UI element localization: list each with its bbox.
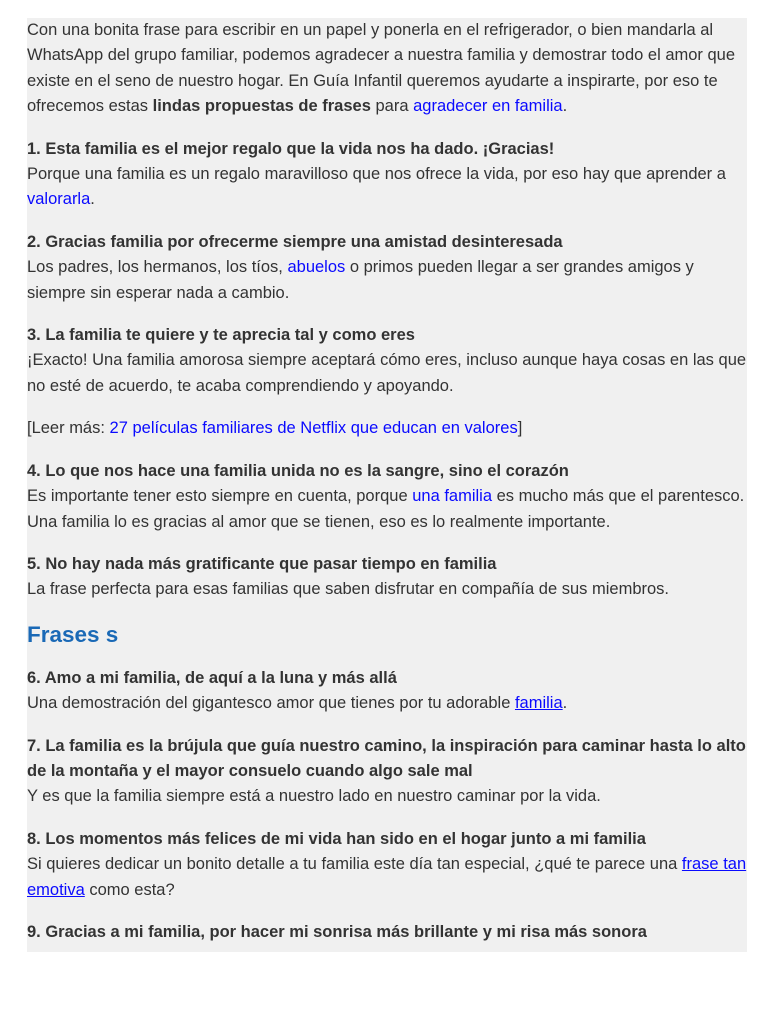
phrase-title: 2. Gracias familia por ofrecerme siempre una amistad desinteresada: [27, 232, 563, 251]
phrase-description: [27, 691, 747, 716]
phrase-title: 1. Esta familia es el mejor regalo que la vida nos ha dado. ¡Gracias!: [27, 139, 555, 158]
article-content: [27, 18, 747, 952]
phrase-item-5: [27, 552, 747, 603]
description-text: Una demostración del gigantesco amor que tienes por tu adorable: [27, 694, 515, 713]
phrase-title: 5. No hay nada más gratificante que pasar tiempo en familia: [27, 554, 497, 573]
phrase-description: [27, 162, 747, 213]
description-text: Si quieres dedicar un bonito detalle a tu familia este día tan especial, ¿qué te parece una: [27, 855, 682, 874]
read-more: [27, 416, 747, 441]
phrase-item-2: [27, 230, 747, 306]
intro-text: Con una bonita frase para escribir en un papel y ponerla en el refrigerador, o bien mandarla al WhatsApp del grupo familiar, podemos agradecer a nuestra familia y demostrar todo el amor que existe en el seno de nuestro hogar. En Guía Infantil queremos ayudarte a inspirarte, por eso te ofrecemos estas: [27, 21, 736, 116]
phrase-description: ¡Exacto! Una familia amorosa siempre aceptará cómo eres, incluso aunque haya cosas en las que no esté de acuerdo, te acaba comprendiendo y apoyando.: [27, 351, 747, 395]
phrase-title: 3. La familia te quiere y te aprecia tal y como eres: [27, 326, 415, 345]
phrase-description: Y es que la familia siempre está a nuestro lado en nuestro caminar por la vida.: [27, 787, 601, 806]
phrase-item-4: [27, 459, 747, 535]
description-text-end: o primos pueden llegar a ser grandes amigos y siempre sin esperar nada a cambio.: [27, 258, 694, 302]
phrase-item-6: [27, 666, 747, 717]
description-text-end: .: [90, 190, 95, 209]
frase-tan-emotiva-link[interactable]: frase tan emotiva: [27, 855, 747, 899]
phrase-title: 9. Gracias a mi familia, por hacer mi sonrisa más brillante y mi risa más sonora: [27, 922, 647, 941]
read-more-suffix: ]: [517, 419, 523, 438]
phrase-title: 7. La familia es la brújula que guía nuestro camino, la inspiración para caminar hasta lo alto de la montaña y el mayor consuelo cuando algo sale mal: [27, 736, 746, 780]
description-text: Porque una familia es un regalo maravilloso que nos ofrece la vida, por eso hay que aprender a: [27, 165, 726, 184]
phrase-item-7: [27, 734, 747, 810]
intro-paragraph: [27, 18, 747, 120]
phrase-item-3: [27, 323, 747, 399]
description-text: Es importante tener esto siempre en cuenta, porque: [27, 487, 413, 506]
phrase-item-1: [27, 137, 747, 213]
phrase-description: [27, 484, 747, 535]
intro-bold-text: lindas propuestas de frases: [152, 97, 371, 116]
phrase-title: 6. Amo a mi familia, de aquí a la luna y más allá: [27, 668, 397, 687]
phrase-description: [27, 852, 747, 903]
netflix-movies-link[interactable]: 27 películas familiares de Netflix que educan en valores: [109, 419, 518, 438]
phrase-item-8: [27, 827, 747, 903]
section-heading: Frases s: [27, 621, 119, 647]
description-text-end: como esta?: [84, 880, 175, 899]
una-familia-link[interactable]: una familia: [412, 487, 493, 506]
read-more-prefix: [Leer más:: [27, 419, 110, 438]
intro-text-end: .: [562, 97, 568, 116]
agradecer-en-familia-link[interactable]: agradecer en familia: [413, 97, 563, 116]
description-text: Los padres, los hermanos, los tíos,: [27, 258, 288, 277]
phrase-description: [27, 255, 747, 306]
abuelos-link[interactable]: abuelos: [287, 258, 346, 277]
valorarla-link[interactable]: valorarla: [27, 190, 91, 209]
description-text-end: .: [562, 694, 568, 713]
familia-link[interactable]: familia: [514, 694, 563, 713]
description-text-end: es mucho más que el parentesco. Una familia lo es gracias al amor que se tienen, eso es lo realmente importante.: [27, 487, 745, 531]
phrase-description: La frase perfecta para esas familias que saben disfrutar en compañía de sus miembros.: [27, 580, 670, 599]
intro-text-mid: para: [370, 97, 414, 116]
phrase-item-9: [27, 920, 747, 945]
phrase-title: 8. Los momentos más felices de mi vida han sido en el hogar junto a mi familia: [27, 829, 646, 848]
phrase-title: 4. Lo que nos hace una familia unida no es la sangre, sino el corazón: [27, 461, 569, 480]
